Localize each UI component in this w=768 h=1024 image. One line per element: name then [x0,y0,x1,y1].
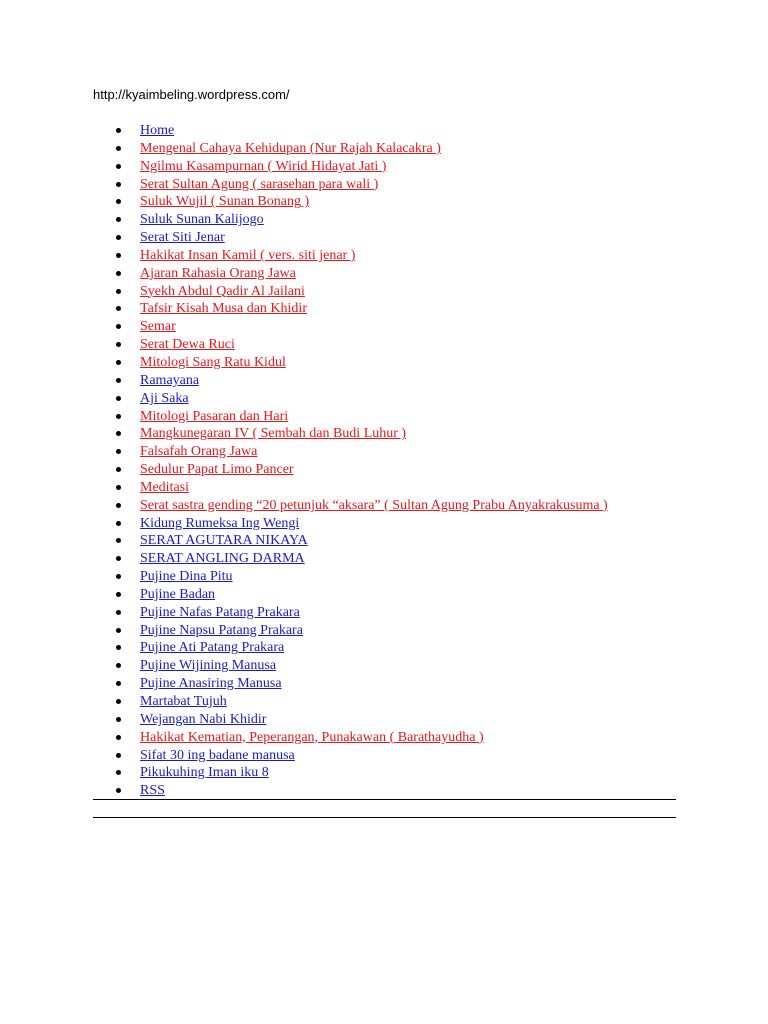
menu-link[interactable]: Mengenal Cahaya Kehidupan (Nur Rajah Kalacakra ) [140,140,441,156]
bullet-icon [116,360,121,365]
menu-link[interactable]: Pujine Dina Pitu [140,569,233,585]
list-item [93,710,608,728]
menu-link[interactable]: Pujine Nafas Patang Prakara [140,604,300,620]
list-item [93,353,608,371]
list-item [93,442,608,460]
list-item [93,175,608,193]
list-item [93,121,608,139]
list-item [93,728,608,746]
bullet-icon [116,306,121,311]
bullet-icon [116,663,121,668]
menu-link[interactable]: Meditasi [140,479,189,495]
list-item [93,692,608,710]
list-item [93,549,608,567]
menu-link[interactable]: Hakikat Kematian, Peperangan, Punakawan ( Barathayudha ) [140,729,484,745]
bullet-icon [116,324,121,329]
bullet-icon [116,396,121,401]
menu-link[interactable]: Sedulur Papat Limo Pancer [140,462,294,478]
list-item [93,656,608,674]
list-item [93,514,608,532]
bullet-icon [116,699,121,704]
bullet-icon [116,378,121,383]
bullet-icon [116,128,121,133]
list-item [93,157,608,175]
bullet-icon [116,485,121,490]
list-item [93,621,608,639]
menu-link[interactable]: Serat Sultan Agung ( sarasehan para wali ) [140,176,379,192]
menu-link[interactable]: SERAT ANGLING DARMA [140,551,305,567]
list-item [93,674,608,692]
bullet-icon [116,538,121,543]
bullet-icon [116,235,121,240]
bullet-icon [116,271,121,276]
bullet-icon [116,681,121,686]
menu-link[interactable]: Suluk Wujil ( Sunan Bonang ) [140,194,310,210]
bullet-icon [116,182,121,187]
list-item [93,210,608,228]
list-item [93,317,608,335]
bullet-icon [116,521,121,526]
bullet-icon [116,503,121,508]
list-item [93,746,608,764]
bullet-icon [116,628,121,633]
bullet-icon [116,610,121,615]
menu-link[interactable]: Pujine Ati Patang Prakara [140,640,285,656]
menu-link[interactable]: Aji Saka [140,390,189,406]
list-item [93,335,608,353]
menu-link[interactable]: Pujine Wijining Manusa [140,658,277,674]
menu-link[interactable]: Serat sastra gending “20 petunjuk “aksara” ( Sultan Agung Prabu Anyakrakusuma ) [140,497,608,513]
bullet-icon [116,645,121,650]
list-item [93,371,608,389]
list-item [93,282,608,300]
menu-link[interactable]: Ngilmu Kasampurnan ( Wirid Hidayat Jati ) [140,158,387,174]
menu-link[interactable]: Tafsir Kisah Musa dan Khidir [140,301,307,317]
list-item [93,264,608,282]
list-item [93,424,608,442]
menu-link[interactable]: Suluk Sunan Kalijogo [140,212,264,228]
bullet-icon [116,217,121,222]
menu-link[interactable]: Serat Dewa Ruci [140,337,235,353]
bullet-icon [116,414,121,419]
list-item [93,603,608,621]
bullet-icon [116,770,121,775]
menu-link[interactable]: Sifat 30 ing badane manusa [140,747,295,763]
list-item [93,478,608,496]
bullet-icon [116,788,121,793]
menu-link[interactable]: Mitologi Pasaran dan Hari [140,408,289,424]
list-item [93,246,608,264]
list-item [93,299,608,317]
bullet-icon [116,753,121,758]
menu-link[interactable]: Home [140,123,175,138]
bullet-icon [116,467,121,472]
link-list [93,121,608,799]
bullet-icon [116,574,121,579]
bullet-icon [116,556,121,561]
menu-link[interactable]: Semar [140,319,176,335]
bullet-icon [116,253,121,258]
bullet-icon [116,164,121,169]
bullet-icon [116,449,121,454]
menu-link[interactable]: SERAT AGUTARA NIKAYA [140,533,308,549]
menu-link[interactable]: Wejangan Nabi Khidir [140,711,267,727]
bullet-icon [116,146,121,151]
horizontal-rule [93,799,676,800]
bullet-icon [116,199,121,204]
list-item [93,460,608,478]
bullet-icon [116,717,121,722]
list-item [93,531,608,549]
menu-link[interactable]: Pujine Napsu Patang Prakara [140,622,303,638]
bullet-icon [116,735,121,740]
menu-link[interactable]: Pujine Anasiring Manusa [140,676,282,692]
list-item [93,781,608,799]
menu-link[interactable]: Pujine Badan [140,586,216,602]
horizontal-rule [93,817,676,818]
menu-link[interactable]: Pikukuhing Iman iku 8 [140,765,269,781]
menu-link[interactable]: Syekh Abdul Qadir Al Jailani [140,283,305,299]
menu-link[interactable]: Falsafah Orang Jawa [140,444,258,460]
bullet-icon [116,431,121,436]
menu-link[interactable]: Ramayana [140,372,200,388]
menu-link[interactable]: Mangkunegaran IV ( Sembah dan Budi Luhur ) [140,426,407,442]
source-url[interactable]: http://kyaimbeling.wordpress.com/ [93,87,290,102]
menu-link[interactable]: Kidung Rumeksa Ing Wengi [140,515,300,531]
list-item [93,763,608,781]
bullet-icon [116,592,121,597]
list-item [93,585,608,603]
menu-link[interactable]: Ajaran Rahasia Orang Jawa [140,265,296,281]
list-item [93,638,608,656]
bullet-icon [116,289,121,294]
menu-link[interactable]: Martabat Tujuh [140,694,227,709]
list-item [93,496,608,514]
menu-link[interactable]: Mitologi Sang Ratu Kidul [140,354,286,370]
list-item [93,567,608,585]
list-item [93,139,608,157]
bullet-icon [116,342,121,347]
list-item [93,228,608,246]
menu-link[interactable]: Serat Siti Jenar [140,230,225,246]
menu-link[interactable]: RSS [140,783,165,799]
list-item [93,407,608,425]
list-item [93,389,608,407]
list-item [93,192,608,210]
menu-link[interactable]: Hakikat Insan Kamil ( vers. siti jenar ) [140,247,356,263]
